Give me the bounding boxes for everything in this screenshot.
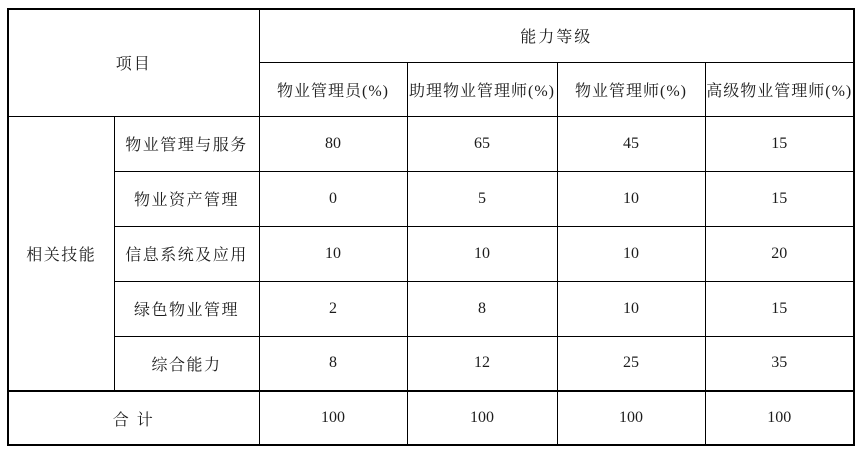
value-cell: 15 <box>705 281 854 336</box>
row-label-cell: 综合能力 <box>114 336 259 391</box>
value-cell: 10 <box>557 226 705 281</box>
value-cell: 10 <box>557 281 705 336</box>
col-header-cell: 高级物业管理师(%) <box>705 62 854 116</box>
corner-header-cell: 项目 <box>8 9 259 116</box>
value-cell: 45 <box>557 116 705 171</box>
value-cell: 0 <box>259 171 407 226</box>
table-row <box>8 336 854 391</box>
table-row <box>8 226 854 281</box>
value-cell: 10 <box>557 171 705 226</box>
skill-weight-table <box>7 8 855 446</box>
row-group-cell: 相关技能 <box>8 116 114 391</box>
total-value-cell: 100 <box>259 391 407 445</box>
value-cell: 15 <box>705 171 854 226</box>
col-header-cell: 助理物业管理师(%) <box>407 62 557 116</box>
value-cell: 12 <box>407 336 557 391</box>
group-header-cell: 能力等级 <box>259 9 854 62</box>
value-cell: 25 <box>557 336 705 391</box>
value-cell: 20 <box>705 226 854 281</box>
row-label-cell: 物业资产管理 <box>114 171 259 226</box>
table-row <box>8 116 854 171</box>
total-value-cell: 100 <box>705 391 854 445</box>
value-cell: 80 <box>259 116 407 171</box>
total-value-cell: 100 <box>407 391 557 445</box>
value-cell: 10 <box>259 226 407 281</box>
value-cell: 15 <box>705 116 854 171</box>
row-label-cell: 信息系统及应用 <box>114 226 259 281</box>
table-row <box>8 171 854 226</box>
value-cell: 2 <box>259 281 407 336</box>
value-cell: 65 <box>407 116 557 171</box>
value-cell: 5 <box>407 171 557 226</box>
col-header-cell: 物业管理师(%) <box>557 62 705 116</box>
value-cell: 8 <box>259 336 407 391</box>
value-cell: 35 <box>705 336 854 391</box>
total-value-cell: 100 <box>557 391 705 445</box>
table-row <box>8 281 854 336</box>
value-cell: 8 <box>407 281 557 336</box>
total-label-cell: 合 计 <box>8 391 259 445</box>
row-label-cell: 物业管理与服务 <box>114 116 259 171</box>
value-cell: 10 <box>407 226 557 281</box>
col-header-cell: 物业管理员(%) <box>259 62 407 116</box>
row-label-cell: 绿色物业管理 <box>114 281 259 336</box>
total-row <box>8 391 854 445</box>
